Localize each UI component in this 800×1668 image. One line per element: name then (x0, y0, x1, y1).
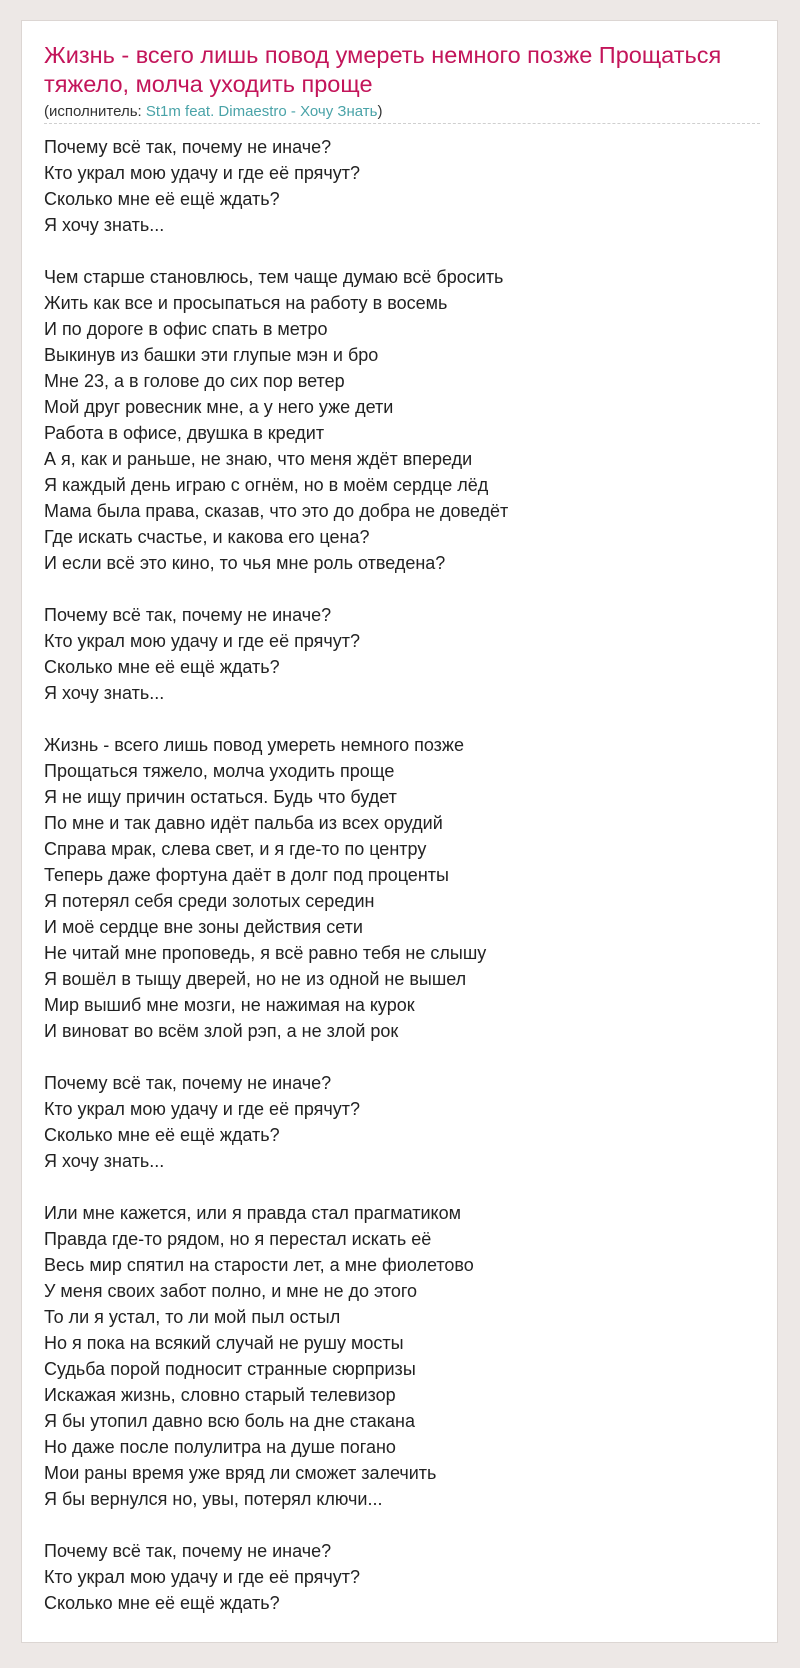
stanza-break (44, 706, 764, 732)
lyric-line: Я хочу знать... (44, 215, 165, 235)
lyric-line: Весь мир спятил на старости лет, а мне фиолетово (44, 1255, 474, 1275)
artist-song-link[interactable]: St1m feat. Dimaestro - Хочу Знать (145, 103, 378, 120)
lyric-line: И по дороге в офис спать в метро (44, 319, 328, 339)
lyric-line: То ли я устал, то ли мой пыл остыл (44, 1307, 341, 1327)
credit-prefix: (исполнитель: (44, 103, 146, 120)
lyrics-card (21, 20, 778, 1643)
lyric-line: Справа мрак, слева свет, и я где-то по центру (44, 839, 427, 859)
lyric-line: Кто украл мою удачу и где её прячут? (44, 631, 361, 651)
lyric-line: Прощаться тяжело, молча уходить проще (44, 761, 395, 781)
song-title: Жизнь - всего лишь повод умереть немного позже Прощаться тяжело, молча уходить проще (44, 42, 722, 97)
lyric-line: Я потерял себя среди золотых середин (44, 891, 375, 911)
lyric-line: Мир вышиб мне мозги, не нажимая на курок (44, 995, 415, 1015)
lyric-line: Жизнь - всего лишь повод умереть немного позже (44, 735, 464, 755)
lyric-line: Чем старше становлюсь, тем чаще думаю всё бросить (44, 267, 504, 287)
lyric-line: Кто украл мою удачу и где её прячут? (44, 163, 361, 183)
lyric-line: Мои раны время уже вряд ли сможет залечить (44, 1463, 437, 1483)
lyric-line: Теперь даже фортуна даёт в долг под проценты (44, 865, 449, 885)
lyric-line: Работа в офисе, двушка в кредит (44, 423, 325, 443)
lyrics-body (44, 134, 764, 1616)
stanza-break (44, 238, 764, 264)
title-divider (44, 123, 760, 124)
lyric-line: Кто украл мою удачу и где её прячут? (44, 1099, 361, 1119)
lyric-line: Почему всё так, почему не иначе? (44, 605, 332, 625)
stanza-break (44, 1044, 764, 1070)
lyric-line: Где искать счастье, и какова его цена? (44, 527, 370, 547)
lyric-line: Я бы вернулся но, увы, потерял ключи... (44, 1489, 383, 1509)
lyric-line: И если всё это кино, то чья мне роль отведена? (44, 553, 446, 573)
credit-suffix: ) (377, 103, 383, 120)
lyric-line: Кто украл мою удачу и где её прячут? (44, 1567, 361, 1587)
lyric-line: Но я пока на всякий случай не рушу мосты (44, 1333, 404, 1353)
lyric-line: Жить как все и просыпаться на работу в восемь (44, 293, 448, 313)
lyric-line: Почему всё так, почему не иначе? (44, 1541, 332, 1561)
lyric-line: Сколько мне её ещё ждать? (44, 657, 280, 677)
lyric-line: Судьба порой подносит странные сюрпризы (44, 1359, 416, 1379)
stanza-break (44, 1174, 764, 1200)
lyric-line: Правда где-то рядом, но я перестал искать её (44, 1229, 432, 1249)
lyric-line: Мне 23, а в голове до сих пор ветер (44, 371, 345, 391)
lyric-line: По мне и так давно идёт пальба из всех орудий (44, 813, 443, 833)
lyric-line: Или мне кажется, или я правда стал прагматиком (44, 1203, 461, 1223)
lyric-line: Сколько мне её ещё ждать? (44, 1593, 280, 1613)
stanza-break (44, 576, 764, 602)
performer-credit (44, 103, 382, 121)
lyric-line: Почему всё так, почему не иначе? (44, 137, 332, 157)
lyric-line: У меня своих забот полно, и мне не до этого (44, 1281, 418, 1301)
lyric-line: Сколько мне её ещё ждать? (44, 1125, 280, 1145)
lyric-line: Я бы утопил давно всю боль на дне стакана (44, 1411, 415, 1431)
lyric-line: Я хочу знать... (44, 1151, 165, 1171)
lyric-line: Не читай мне проповедь, я всё равно тебя не слышу (44, 943, 487, 963)
lyric-line: Сколько мне её ещё ждать? (44, 189, 280, 209)
lyric-line: Я хочу знать... (44, 683, 165, 703)
lyric-line: Но даже после полулитра на душе погано (44, 1437, 396, 1457)
lyric-line: Я вошёл в тыщу дверей, но не из одной не вышел (44, 969, 467, 989)
lyric-line: Мама была права, сказав, что это до добра не доведёт (44, 501, 509, 521)
lyric-line: И моё сердце вне зоны действия сети (44, 917, 363, 937)
lyric-line: Я каждый день играю с огнём, но в моём сердце лёд (44, 475, 489, 495)
lyric-line: Я не ищу причин остаться. Будь что будет (44, 787, 397, 807)
lyric-line: И виноват во всём злой рэп, а не злой рок (44, 1021, 399, 1041)
lyric-line: Почему всё так, почему не иначе? (44, 1073, 332, 1093)
lyric-line: Выкинув из башки эти глупые мэн и бро (44, 345, 379, 365)
lyric-line: Мой друг ровесник мне, а у него уже дети (44, 397, 394, 417)
lyric-line: Искажая жизнь, словно старый телевизор (44, 1385, 396, 1405)
stanza-break (44, 1512, 764, 1538)
lyric-line: А я, как и раньше, не знаю, что меня ждёт впереди (44, 449, 473, 469)
